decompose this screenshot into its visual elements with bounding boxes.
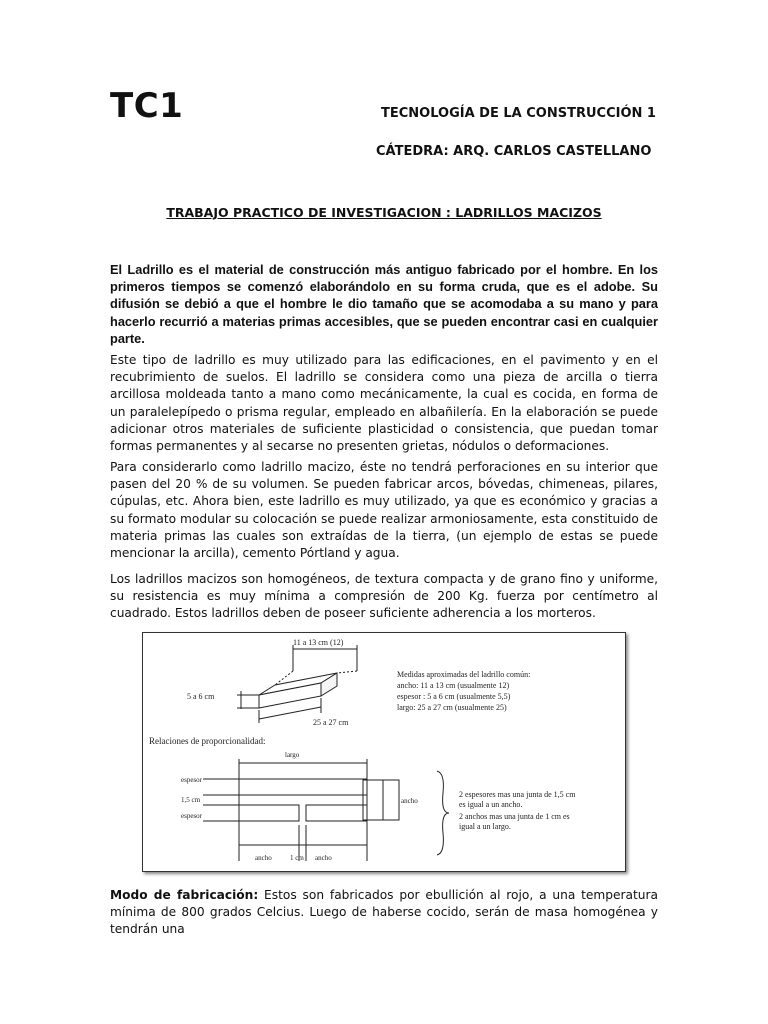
- note1-line2: es igual a un ancho.: [459, 800, 523, 809]
- paragraph-uses: Este tipo de ladrillo es muy utilizado para las edificaciones, en el pavimento y en el recubrimiento de suelos. El ladrillo se considera como una pieza de arcilla o tierra arcillosa moldeada tanto a mano como mecánicamente, la cual es cocida, en forma de un paralelepípedo o prisma regular, empleado en albañilería. En la elaboración se puede adicionar otros materiales de suficiente plasticidad o consistencia, que puedan tomar formas permanentes y al secarse no presenten grietas, nódulos o deformaciones.: [110, 353, 658, 454]
- brick-diagram: [143, 633, 625, 871]
- brick-dimensions-figure: [142, 632, 626, 872]
- document-title: TRABAJO PRACTICO DE INVESTIGACION : LADRILLOS MACIZOS: [166, 205, 602, 220]
- proportion-drawing: [203, 759, 449, 861]
- paragraph-solid-brick: Para considerarlo como ladrillo macizo, éste no tendrá perforaciones en su interior que pasen del 20 % de su volumen. Se pueden fabricar arcos, bóvedas, chimeneas, pilares, cúpulas, etc. Ahora bien, este ladrillo es muy utilizado, ya que es económico y gracias a su formato modular su colocación se puede realizar armoniosamente, esta constituido de materia primas las cuales son extraídas de la tierra, (un ejemplo de estas se puede mencionar la arcilla), cemento Pórtland y agua.: [110, 460, 658, 561]
- note2-line1: 2 anchos mas una junta de 1 cm es: [459, 812, 570, 821]
- lbl-joint-1cm: 1 cm: [290, 854, 304, 862]
- course-title: TECNOLOGÍA DE LA CONSTRUCCIÓN 1: [381, 106, 656, 121]
- dim-height-label: 5 a 6 cm: [187, 692, 215, 701]
- brick-3d-drawing: [237, 645, 357, 723]
- note2-line2: igual a un largo.: [459, 822, 511, 831]
- measure-ancho: ancho: 11 a 13 cm (usualmente 12): [397, 681, 510, 690]
- lbl-espesor-bottom: espesor: [181, 812, 202, 820]
- dim-width-label: 11 a 13 cm (12): [293, 638, 344, 647]
- dim-length-label: 25 a 27 cm: [313, 718, 349, 727]
- relations-title: Relaciones de proporcionalidad:: [149, 736, 266, 746]
- measure-espesor: espesor : 5 a 6 cm (usualmente 5,5): [397, 692, 511, 701]
- intro-paragraph: El Ladrillo es el material de construcción más antiguo fabricado por el hombre. En los primeros tiempos se comenzó elaborándolo en su forma cruda, que es el adobe. Su difusión se debió a que el hombre le dio tamaño que se acomodaba a su mano y para hacerlo recurrió a materias primas accesibles, que se pueden encontrar casi en cualquier parte.: [110, 262, 658, 346]
- measure-largo: largo: 25 a 27 cm (usualmente 25): [397, 703, 507, 712]
- lbl-ancho-right2: ancho: [315, 854, 332, 862]
- manufacturing-heading: Modo de fabricación:: [110, 888, 259, 902]
- measures-title: Medidas aproximadas del ladrillo común:: [397, 670, 531, 679]
- manufacturing-text: Estos son fabricados por ebullición al rojo, a una temperatura mínima de 800 grados Celcius. Luego de haberse cocido, serán de masa homogénea y tendrán una: [110, 888, 658, 937]
- lbl-ancho-left: ancho: [255, 854, 272, 862]
- chair-name: CÁTEDRA: ARQ. CARLOS CASTELLANO: [376, 144, 652, 159]
- lbl-largo: largo: [285, 751, 300, 759]
- note1-line1: 2 espesores mas una junta de 1,5 cm: [459, 790, 576, 799]
- lbl-joint: 1,5 cm: [181, 796, 201, 804]
- course-logo: TC1: [110, 86, 184, 126]
- lbl-ancho-right: ancho: [401, 797, 418, 805]
- lbl-espesor-top: espesor: [181, 776, 202, 784]
- paragraph-properties: Los ladrillos macizos son homogéneos, de textura compacta y de grano fino y uniforme, su resistencia es muy mínima a compresión de 200 Kg. fuerza por centímetro al cuadrado. Estos ladrillos deben de poseer suficiente adherencia a los morteros.: [110, 572, 658, 621]
- paragraph-manufacturing: [110, 887, 658, 939]
